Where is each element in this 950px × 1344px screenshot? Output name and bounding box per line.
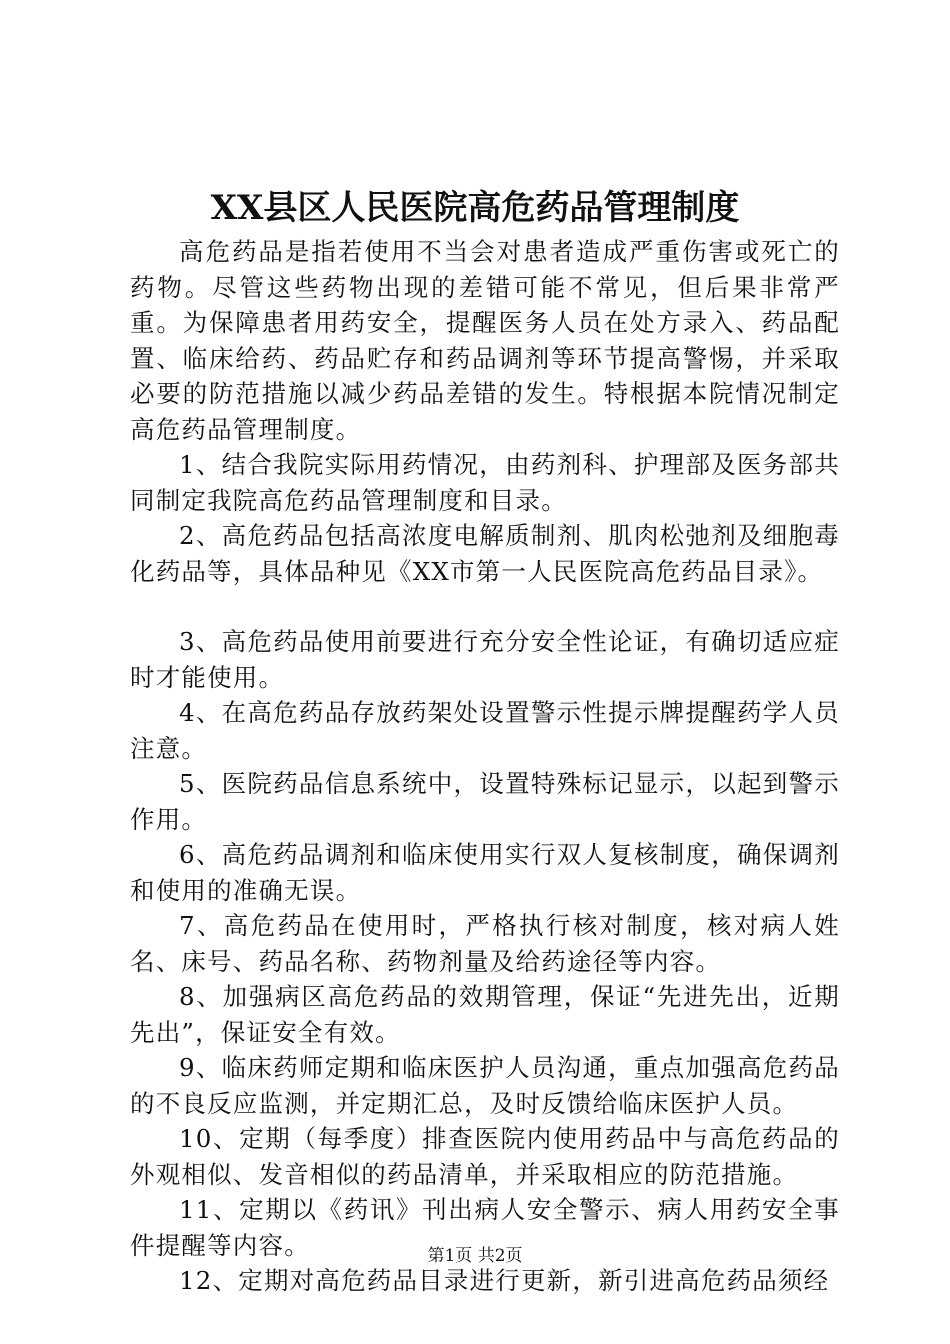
- rule-paragraph-1: 1、结合我院实际用药情况，由药剂科、护理部及医务部共同制定我院高危药品管理制度和目录。: [130, 450, 840, 515]
- rule-paragraph-7: 7、高危药品在使用时，严格执行核对制度，核对病人姓名、床号、药品名称、药物剂量及给药途径等内容。: [130, 911, 840, 976]
- document-title: XX县区人民医院高危药品管理制度: [210, 188, 740, 228]
- rule-paragraph-10: 10、定期（每季度）排查医院内使用药品中与高危药品的外观相似、发音相似的药品清单，并采取相应的防范措施。: [130, 1124, 840, 1189]
- rule-paragraph-5: 5、医院药品信息系统中，设置特殊标记显示，以起到警示作用。: [130, 769, 840, 834]
- rule-paragraph-3: 3、高危药品使用前要进行充分安全性论证，有确切适应症时才能使用。: [130, 627, 840, 692]
- document-body: [130, 234, 840, 1299]
- rule-paragraph-9: 9、临床药师定期和临床医护人员沟通，重点加强高危药品的不良反应监测，并定期汇总，及时反馈给临床医护人员。: [130, 1053, 840, 1118]
- rule-paragraph-12: 12、定期对高危药品目录进行更新，新引进高危药品须经: [179, 1266, 830, 1295]
- rule-paragraph-2: 2、高危药品包括高浓度电解质制剂、肌肉松弛剂及细胞毒化药品等，具体品种见《XX市第一人民医院高危药品目录》。: [130, 521, 840, 586]
- rule-paragraph-6: 6、高危药品调剂和临床使用实行双人复核制度，确保调剂和使用的准确无误。: [130, 840, 840, 905]
- page-footer: 第1页 共2页: [427, 1246, 523, 1266]
- intro-paragraph: 高危药品是指若使用不当会对患者造成严重伤害或死亡的药物。尽管这些药物出现的差错可能不常见，但后果非常严重。为保障患者用药安全，提醒医务人员在处方录入、药品配置、临床给药、药品贮存和药品调剂等环节提高警惕，并采取必要的防范措施以减少药品差错的发生。特根据本院情况制定高危药品管理制度。: [130, 237, 840, 444]
- rule-paragraph-11: 11、定期以《药讯》刊出病人安全警示、病人用药安全事件提醒等内容。: [130, 1195, 840, 1260]
- rule-paragraph-4: 4、在高危药品存放药架处设置警示性提示牌提醒药学人员注意。: [130, 698, 840, 763]
- rule-paragraph-8: 8、加强病区高危药品的效期管理，保证“先进先出，近期先出”，保证安全有效。: [130, 982, 840, 1047]
